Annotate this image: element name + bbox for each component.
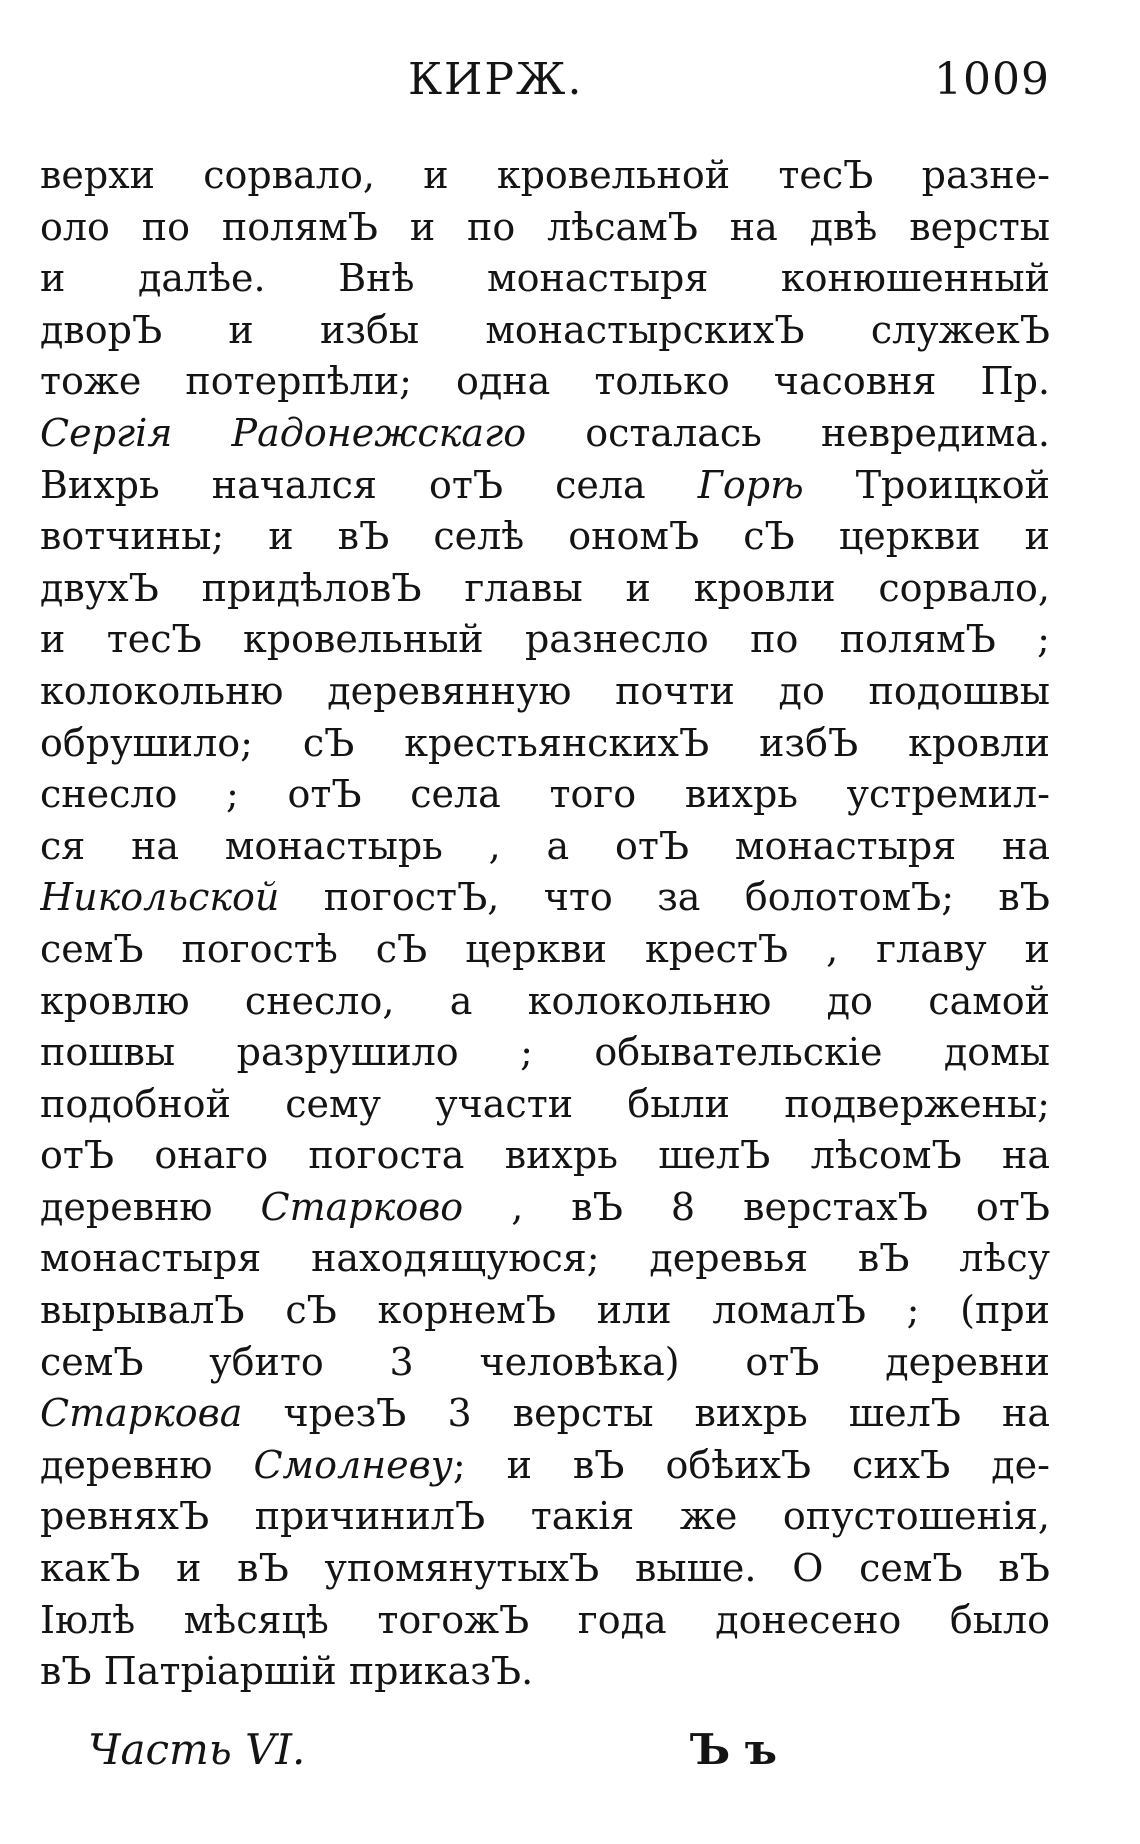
text-segment: подобной сему участи были подвержены; — [40, 1081, 1050, 1126]
text-line — [40, 1440, 1050, 1492]
text-segment: пошвы разрушило ; обывательскіе домы — [40, 1030, 1050, 1075]
text-segment: вотчины; и вЪ селѣ ономЪ сЪ церкви и — [40, 514, 1050, 559]
text-line — [40, 460, 1050, 512]
text-line — [40, 1646, 1050, 1698]
text-line — [40, 1337, 1050, 1389]
text-line — [40, 1233, 1050, 1285]
text-segment: кровлю снесло, а колокольню до самой — [40, 978, 1050, 1023]
text-segment: деревню — [40, 1442, 254, 1487]
text-segment: двухЪ придѣловЪ главы и кровли сорвало, — [40, 565, 1050, 610]
text-line — [40, 356, 1050, 408]
text-line — [40, 1543, 1050, 1595]
text-line — [40, 1388, 1050, 1440]
text-segment: тоже потерпѣли; одна только часовня Пр. — [40, 359, 1050, 404]
signature-mark: Часть VI. — [88, 1725, 306, 1774]
text-segment: и тесЪ кровельный разнесло по полямЪ ; — [40, 617, 1050, 662]
text-line — [40, 666, 1050, 718]
page-footer — [40, 1720, 1050, 1780]
text-segment: верхи сорвало, и кровельной тесЪ разне- — [40, 153, 1050, 197]
running-head — [40, 50, 1050, 110]
body-text — [40, 150, 1050, 1698]
italic-name: Старкова — [40, 1391, 243, 1436]
page-number: 1009 — [934, 54, 1050, 105]
text-segment: монастыря находящуюся; деревья вЪ лѣсу — [40, 1236, 1050, 1281]
text-line — [40, 202, 1050, 254]
text-segment: Троицкой — [803, 462, 1050, 507]
text-segment: ся на монастырь , а отЪ монастыря на — [40, 823, 1050, 868]
text-line — [40, 253, 1050, 305]
text-line — [40, 718, 1050, 770]
catchword: Ъ ъ — [690, 1725, 778, 1774]
text-segment: ревняхЪ причинилЪ такія же опустошенія, — [40, 1494, 1050, 1539]
text-line — [40, 872, 1050, 924]
text-line — [40, 1595, 1050, 1647]
text-line — [40, 1491, 1050, 1543]
text-segment: вЪ Патріаршій приказЪ. — [40, 1649, 534, 1694]
text-segment: ; и вЪ обѣихЪ сихЪ де- — [452, 1442, 1050, 1487]
text-segment: Іюлѣ мѣсяцѣ тогожЪ года донесено было — [40, 1597, 1050, 1642]
text-segment: чрезЪ 3 версты вихрь шелЪ на — [242, 1391, 1050, 1436]
text-segment: отЪ онаго погоста вихрь шелЪ лѣсомЪ на — [40, 1133, 1050, 1178]
text-segment: оло по полямЪ и по лѣсамЪ на двѣ версты — [40, 204, 1050, 249]
text-segment: погостЪ, что за болотомЪ; вЪ — [279, 875, 1050, 920]
text-line — [40, 976, 1050, 1028]
text-segment: осталась невредима. — [526, 410, 1050, 455]
italic-name: Сергія Радонежскаго — [40, 410, 527, 455]
text-segment: и далѣе. Внѣ монастыря конюшенный — [40, 256, 1050, 301]
text-line — [40, 821, 1050, 873]
text-line — [40, 511, 1050, 563]
text-segment: обрушило; сЪ крестьянскихЪ избЪ кровли — [40, 720, 1050, 765]
text-segment: деревню — [40, 1184, 261, 1229]
running-title: КИРЖ. — [408, 54, 584, 105]
text-line — [40, 408, 1050, 460]
text-line — [40, 1182, 1050, 1234]
text-line — [40, 1079, 1050, 1131]
text-segment: Вихрь начался отЪ села — [40, 462, 698, 507]
text-segment: , вЪ 8 верстахЪ отЪ — [463, 1184, 1050, 1229]
text-segment: какЪ и вЪ упомянутыхЪ выше. О семЪ вЪ — [40, 1546, 1050, 1591]
text-line — [40, 563, 1050, 615]
text-line — [40, 614, 1050, 666]
text-segment: вырывалЪ сЪ корнемЪ или ломалЪ ; (при — [40, 1288, 1050, 1333]
text-line — [40, 150, 1050, 202]
italic-name: Старково — [260, 1184, 464, 1229]
text-line — [40, 305, 1050, 357]
text-line — [40, 769, 1050, 821]
text-segment: колокольню деревянную почти до подошвы — [40, 668, 1050, 713]
text-line — [40, 1130, 1050, 1182]
text-segment: дворЪ и избы монастырскихЪ служекЪ — [40, 307, 1050, 352]
text-segment: семЪ погостѣ сЪ церкви крестЪ , главу и — [40, 926, 1050, 971]
text-line — [40, 1285, 1050, 1337]
italic-name: Никольской — [40, 875, 280, 920]
text-line — [40, 924, 1050, 976]
text-segment: снесло ; отЪ села того вихрь устремил- — [40, 772, 1050, 817]
text-line — [40, 1027, 1050, 1079]
italic-name: Смолневу — [253, 1442, 453, 1487]
text-segment: семЪ убито 3 человѣка) отЪ деревни — [40, 1339, 1050, 1384]
italic-name: Горѣ — [697, 462, 804, 507]
